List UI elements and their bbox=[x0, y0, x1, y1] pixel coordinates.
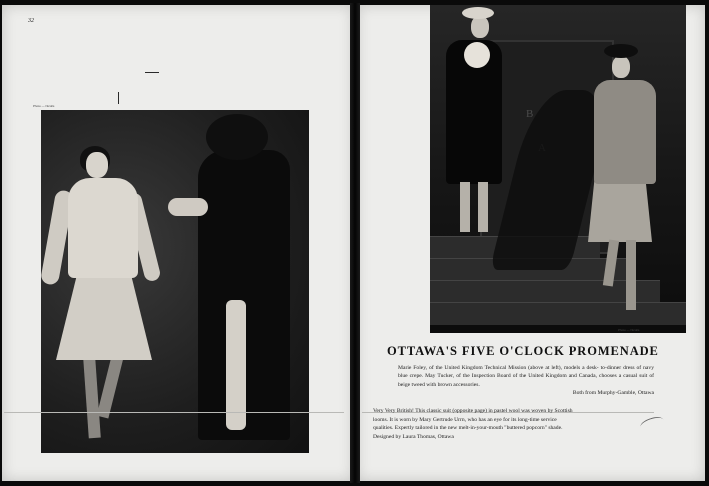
model-one-leg bbox=[478, 182, 488, 232]
scan-line bbox=[4, 412, 344, 413]
model-one-hat bbox=[462, 7, 494, 19]
photo-credit-right: Photo — Nicolls bbox=[618, 328, 640, 332]
photo-caption bbox=[398, 364, 654, 398]
body-line: looms. It is worn by Mary Gertrude Urrn, who has an eye for its long-time service bbox=[373, 416, 557, 423]
man-hand bbox=[168, 198, 208, 216]
body-line: Designed by Laura Thomas, Ottawa bbox=[373, 433, 454, 440]
page-number: 32 bbox=[28, 18, 34, 24]
model-one-bow bbox=[464, 42, 490, 68]
man-leg bbox=[226, 300, 246, 430]
woman-jacket bbox=[68, 178, 138, 278]
body-line: qualities. Expertly tailored in the new melt-in-your-mouth "buttered popcorn" shade. bbox=[373, 425, 563, 432]
page-scuff bbox=[145, 72, 159, 73]
model-two-hat bbox=[604, 44, 638, 58]
door-lettering: B bbox=[526, 108, 534, 120]
page-scuff bbox=[118, 92, 119, 104]
model-two-jacket bbox=[594, 80, 656, 184]
caption-line: to-dinner dress of navy blue crepe. May Tucker, of the Inspection Board of the United bbox=[398, 365, 654, 380]
caption-store-credit: Both from Murphy-Gamble, Ottawa bbox=[572, 390, 654, 397]
body-line: Very Very British! This classic suit (opposite page) in pastel wool was woven by Scottish bbox=[373, 408, 573, 414]
caption-line: Kingdom and Canada, chooses a casual suit of beige tweed with brown accessories. bbox=[398, 373, 654, 388]
article-headline: OTTAWA'S FIVE O'CLOCK PROMENADE bbox=[387, 344, 659, 358]
man-head bbox=[206, 114, 268, 160]
model-two-leg bbox=[626, 240, 636, 310]
photo-credit-left: Photo — Nicolls bbox=[33, 104, 55, 108]
model-two-skirt bbox=[588, 180, 652, 242]
body-text bbox=[373, 407, 628, 441]
caption-line: Marie Foley, of the United Kingdom Technical Mission (above at left), models a desk- bbox=[398, 365, 599, 371]
model-two-face bbox=[612, 56, 630, 78]
page-gutter bbox=[350, 3, 360, 483]
model-one-face bbox=[471, 16, 489, 38]
woman-face bbox=[86, 152, 108, 178]
stair-step bbox=[430, 302, 686, 325]
model-one-leg bbox=[460, 182, 470, 232]
